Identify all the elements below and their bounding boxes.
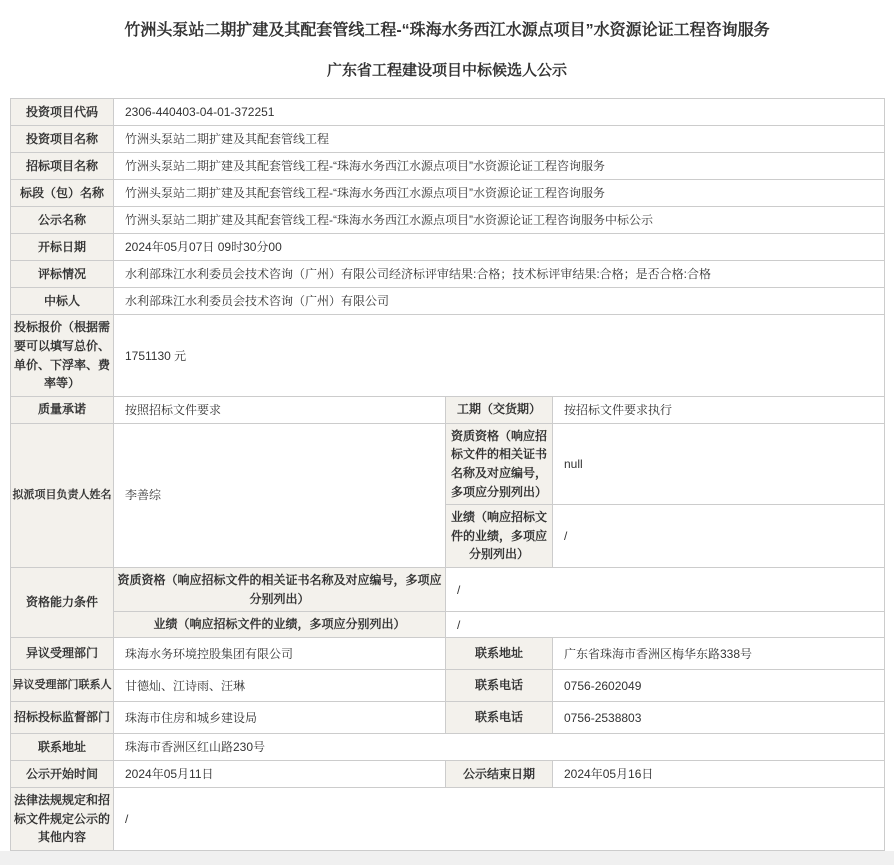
page-title: 竹洲头泵站二期扩建及其配套管线工程-“珠海水务西江水源点项目”水资源论证工程咨询服务: [124, 22, 770, 39]
table-row: [11, 153, 885, 180]
label-leader-performance: 业绩（响应招标文件的业绩，多项应分别列出）: [446, 505, 553, 568]
label-objection-contact-person: 异议受理部门联系人: [11, 670, 114, 702]
label-publicity-name: 公示名称: [11, 207, 114, 234]
value-quality-commitment: 按照招标文件要求: [114, 396, 446, 423]
value-construction-period: 按招标文件要求执行: [553, 396, 885, 423]
label-contact-phone-1: 联系电话: [446, 670, 553, 702]
table-row: [11, 761, 885, 788]
value-supervision-department: 珠海市住房和城乡建设局: [114, 702, 446, 734]
label-section-package-name: 标段（包）名称: [11, 180, 114, 207]
label-qualification-capability: 资格能力条件: [11, 567, 114, 637]
table-row: [11, 734, 885, 761]
table-row: [11, 788, 885, 851]
label-qualification-certificates: 资质资格（响应招标文件的相关证书名称及对应编号，多项应分别列出）: [114, 567, 446, 611]
table-row: [11, 234, 885, 261]
label-tender-project-name: 招标项目名称: [11, 153, 114, 180]
table-row: [11, 126, 885, 153]
value-leader-performance: /: [553, 505, 885, 568]
value-section-package-name: 竹洲头泵站二期扩建及其配套管线工程-“珠海水务西江水源点项目”水资源论证工程咨询服务: [114, 180, 885, 207]
value-bid-opening-date: 2024年05月07日 09时30分00: [114, 234, 885, 261]
label-other-legal-content: 法律法规规定和招标文件规定公示的其他内容: [11, 788, 114, 851]
value-contact-phone-1: 0756-2602049: [553, 670, 885, 702]
value-other-legal-content: /: [114, 788, 885, 851]
value-contact-phone-2: 0756-2538803: [553, 702, 885, 734]
table-row: [11, 638, 885, 670]
value-proposed-project-leader: 李善综: [114, 423, 446, 567]
label-publicity-start-date: 公示开始时间: [11, 761, 114, 788]
value-publicity-start-date: 2024年05月11日: [114, 761, 446, 788]
value-performance-record: /: [446, 612, 885, 638]
table-row: [11, 288, 885, 315]
table-row: [11, 99, 885, 126]
table-row: [11, 702, 885, 734]
label-quality-commitment: 质量承诺: [11, 396, 114, 423]
value-objection-department: 珠海水务环境控股集团有限公司: [114, 638, 446, 670]
label-construction-period: 工期（交货期）: [446, 396, 553, 423]
value-bid-price: 1751130 元: [114, 315, 885, 396]
table-row: [11, 180, 885, 207]
footer-strip: [0, 851, 894, 865]
label-leader-qualification: 资质资格（响应招标文件的相关证书名称及对应编号，多项应分别列出）: [446, 423, 553, 504]
value-investment-project-code: 2306-440403-04-01-372251: [114, 99, 885, 126]
value-leader-qualification: null: [553, 423, 885, 504]
value-evaluation-status: 水利部珠江水利委员会技术咨询（广州）有限公司经济标评审结果:合格；技术标评审结果:合格；是否合格:合格: [114, 261, 885, 288]
announcement-table: [10, 98, 885, 851]
value-bid-winner: 水利部珠江水利委员会技术咨询（广州）有限公司: [114, 288, 885, 315]
table-row: [11, 423, 885, 504]
table-row: [11, 207, 885, 234]
table-row: [11, 567, 885, 611]
label-bid-opening-date: 开标日期: [11, 234, 114, 261]
value-publicity-end-date: 2024年05月16日: [553, 761, 885, 788]
value-objection-contact-person: 甘德灿、江诗雨、汪琳: [114, 670, 446, 702]
label-evaluation-status: 评标情况: [11, 261, 114, 288]
table-row: [11, 396, 885, 423]
page-header: [0, 0, 894, 81]
label-proposed-project-leader: 拟派项目负责人姓名: [11, 423, 114, 567]
value-contact-address-2: 珠海市香洲区红山路230号: [114, 734, 885, 761]
label-publicity-end-date: 公示结束日期: [446, 761, 553, 788]
value-publicity-name: 竹洲头泵站二期扩建及其配套管线工程-“珠海水务西江水源点项目”水资源论证工程咨询服务中标公示: [114, 207, 885, 234]
label-investment-project-name: 投资项目名称: [11, 126, 114, 153]
label-contact-address-1: 联系地址: [446, 638, 553, 670]
page-subtitle: 广东省工程建设项目中标候选人公示: [326, 62, 567, 80]
table-row: [11, 261, 885, 288]
value-qualification-certificates: /: [446, 567, 885, 611]
value-tender-project-name: 竹洲头泵站二期扩建及其配套管线工程-“珠海水务西江水源点项目”水资源论证工程咨询服务: [114, 153, 885, 180]
label-bid-price: 投标报价（根据需要可以填写总价、单价、下浮率、费率等）: [11, 315, 114, 396]
table-row: [11, 670, 885, 702]
label-objection-department: 异议受理部门: [11, 638, 114, 670]
value-investment-project-name: 竹洲头泵站二期扩建及其配套管线工程: [114, 126, 885, 153]
table-row: [11, 612, 885, 638]
label-performance-record: 业绩（响应招标文件的业绩，多项应分别列出）: [114, 612, 446, 638]
label-bid-winner: 中标人: [11, 288, 114, 315]
label-contact-address-2: 联系地址: [11, 734, 114, 761]
label-investment-project-code: 投资项目代码: [11, 99, 114, 126]
value-contact-address-1: 广东省珠海市香洲区梅华东路338号: [553, 638, 885, 670]
table-row: [11, 315, 885, 396]
label-supervision-department: 招标投标监督部门: [11, 702, 114, 734]
label-contact-phone-2: 联系电话: [446, 702, 553, 734]
